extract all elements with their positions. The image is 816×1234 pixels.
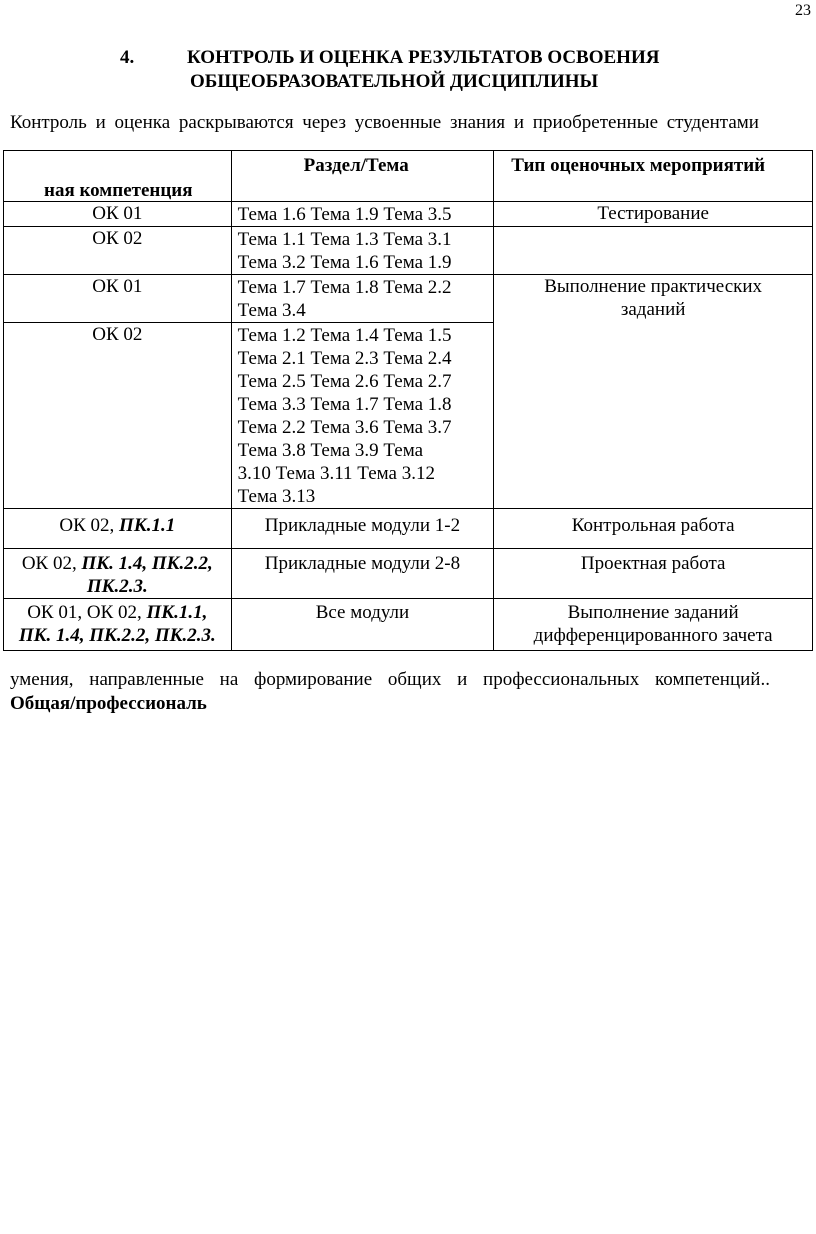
assessment-cell [494, 202, 813, 227]
competence-pk-line: ПК. 1.4, ПК.2.2, ПК.2.3. [18, 625, 216, 646]
footer-bold-fragment: Общая/профессиональ [10, 693, 207, 714]
topic-cell [231, 275, 494, 323]
competence-plain: ОК 02, [21, 553, 82, 574]
competence-cell [4, 509, 232, 549]
header-competence-label: ная компетенция [44, 180, 193, 201]
header-assessment [494, 151, 813, 202]
competence-plain: ОК 02, [59, 515, 120, 536]
header-assessment-label: Тип оценочных мероприятий [511, 155, 766, 176]
assessment-cell: Контрольная работа [494, 509, 813, 549]
topic-line: Тема 1.7 Тема 1.8 Тема 2.2 [237, 277, 452, 298]
table-header-row [4, 151, 813, 202]
competence-cell [4, 549, 232, 599]
intro-paragraph: Контроль и оценка раскрываются через усвоенные знания и приобретенные студентами [10, 112, 759, 133]
topic-line: Тема 1.1 Тема 1.3 Тема 3.1 [237, 229, 452, 250]
assessment-cell-empty [494, 227, 813, 275]
assessment-table [3, 150, 813, 651]
footer-paragraph: умения, направленные на формирование общих и профессиональных компетенций.. [10, 669, 770, 690]
topic-line: Тема 3.8 Тема 3.9 Тема [237, 440, 424, 461]
competence-cell [4, 599, 232, 651]
topic-line: 3.10 Тема 3.11 Тема 3.12 [237, 463, 435, 484]
competence-pk-line: ПК.2.3. [86, 576, 148, 597]
header-competence [4, 151, 232, 202]
assessment-line: Выполнение заданий [567, 602, 739, 623]
competence-pk: ПК.1.1 [119, 515, 176, 536]
page-number: 23 [795, 2, 811, 19]
header-topic-label: Раздел/Тема [303, 155, 409, 176]
topic-line: Тема 2.2 Тема 3.6 Тема 3.7 [237, 417, 452, 438]
section-number: 4. [120, 47, 135, 68]
table-row [4, 275, 813, 323]
competence-cell: ОК 01 [4, 202, 232, 227]
topic-cell: Прикладные модули 1-2 [231, 509, 494, 549]
assessment-line: заданий [620, 299, 686, 320]
topic-line: Тема 3.13 [237, 486, 316, 507]
table-row [4, 549, 813, 599]
competence-pk: ПК.1.1, [146, 602, 208, 623]
topic-line: Тема 3.3 Тема 1.7 Тема 1.8 [237, 394, 452, 415]
topic-cell: Прикладные модули 2-8 [231, 549, 494, 599]
topic-cell: Все модули [231, 599, 494, 651]
assessment-cell [494, 599, 813, 651]
competence-plain: ОК 01, ОК 02, [27, 602, 147, 623]
assessment-line: Тестирование [597, 203, 709, 224]
table-row [4, 227, 813, 275]
topic-line: Тема 1.2 Тема 1.4 Тема 1.5 [237, 325, 452, 346]
assessment-line: Выполнение практических [544, 276, 763, 297]
table-row [4, 202, 813, 227]
assessment-cell: Проектная работа [494, 549, 813, 599]
topic-line: Тема 2.5 Тема 2.6 Тема 2.7 [237, 371, 452, 392]
competence-cell: ОК 01 [4, 275, 232, 323]
competence-line [4, 601, 231, 624]
topic-line: Тема 3.4 [237, 300, 306, 321]
competence-cell: ОК 02 [4, 323, 232, 509]
header-topic [231, 151, 494, 202]
assessment-line: дифференцированного зачета [533, 625, 773, 646]
topic-cell [231, 202, 494, 227]
competence-pk: ПК. 1.4, ПК.2.2, [81, 553, 213, 574]
heading-line-1: КОНТРОЛЬ И ОЦЕНКА РЕЗУЛЬТАТОВ ОСВОЕНИЯ [187, 47, 660, 68]
assessment-cell [494, 275, 813, 509]
topic-line: Тема 1.6 Тема 1.9 Тема 3.5 [237, 204, 452, 225]
topic-line: Тема 2.1 Тема 2.3 Тема 2.4 [237, 348, 452, 369]
table-row [4, 599, 813, 651]
competence-line [4, 552, 231, 575]
topic-cell [231, 227, 494, 275]
topic-line: Тема 3.2 Тема 1.6 Тема 1.9 [237, 252, 452, 273]
topic-cell [231, 323, 494, 509]
competence-cell: ОК 02 [4, 227, 232, 275]
heading-line-2: ОБЩЕОБРАЗОВАТЕЛЬНОЙ ДИСЦИПЛИНЫ [190, 71, 599, 92]
table-row [4, 509, 813, 549]
